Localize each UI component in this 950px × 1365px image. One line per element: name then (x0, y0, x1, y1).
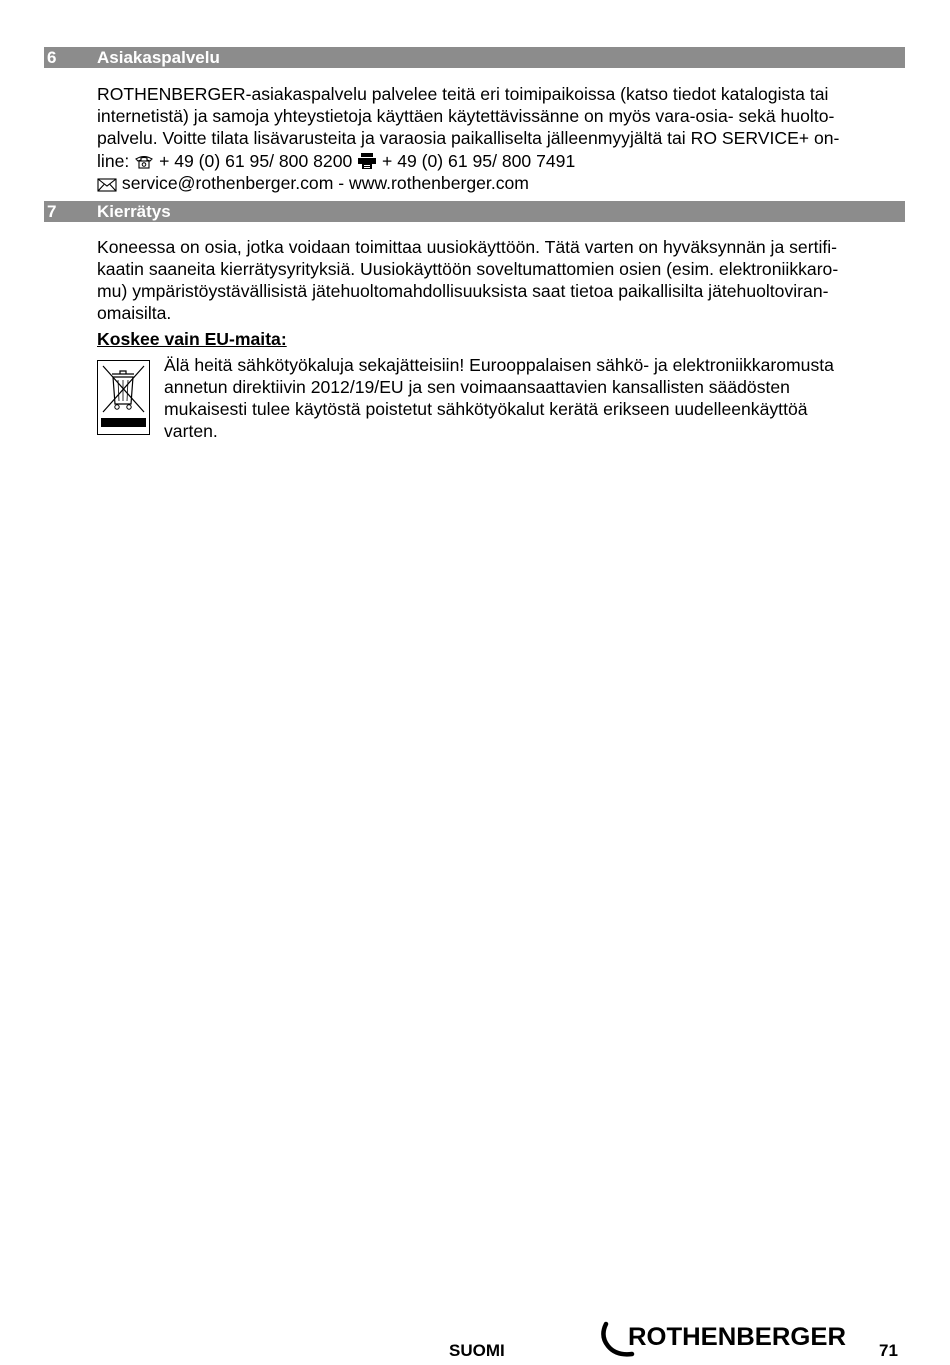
email-web-line (97, 172, 529, 197)
phone-number: + 49 (0) 61 95/ 800 8200 (159, 151, 353, 171)
section-title: Asiakaspalvelu (97, 48, 220, 67)
eu-paragraph-line: mukaisesti tulee käytöstä poistetut sähkötyökalut kerätä erikseen uudelleenkäyttöä (164, 399, 808, 419)
envelope-icon (97, 175, 117, 197)
section-7-header (44, 201, 905, 222)
section-number: 6 (47, 48, 57, 67)
eu-paragraph-line: Älä heitä sähkötyökaluja sekajätteisiin! Eurooppalaisen sähkö- ja elektroniikkaromusta (164, 355, 834, 375)
page-number: 71 (879, 1341, 898, 1360)
eu-heading: Koskee vain EU-maita: (97, 329, 287, 349)
paragraph-line: palvelu. Voitte tilata lisävarusteita ja varaosia paikalliselta jälleenmyyjältä tai RO SERVICE+ on- (97, 128, 840, 148)
paragraph-line: ROTHENBERGER-asiakaspalvelu palvelee teitä eri toimipaikoissa (katso tiedot katalogista tai (97, 84, 829, 104)
email-web-text: service@rothenberger.com - www.rothenberger.com (121, 173, 529, 193)
paragraph-line: Koneessa on osia, jotka voidaan toimittaa uusiokäyttöön. Tätä varten on hyväksynnän ja sertifi- (97, 237, 838, 257)
logo-text: ROTHENBERGER (628, 1323, 846, 1351)
paragraph-line: kaatin saaneita kierrätysyrityksiä. Uusiokäyttöön soveltumattomien osien (esim. elektroniikkaro- (97, 259, 839, 279)
weee-bin-icon (97, 360, 150, 435)
paragraph-line: omaisilta. (97, 303, 172, 323)
section-6-header (44, 47, 905, 68)
eu-paragraph-line: varten. (164, 421, 218, 441)
section-number: 7 (47, 202, 57, 221)
line-prefix: line: (97, 151, 130, 171)
rothenberger-logo (598, 1320, 850, 1360)
eu-paragraph-line: annetun direktiivin 2012/19/EU ja sen voimaansaattavien kansallisten säädösten (164, 377, 790, 397)
section-title: Kierrätys (97, 202, 171, 221)
paragraph-line: mu) ympäristöystävällisistä jätehuoltomahdollisuuksista saat tietoa paikallisilta jätehuoltoviran- (97, 281, 829, 301)
footer-language: SUOMI (449, 1341, 505, 1360)
fax-number: + 49 (0) 61 95/ 800 7491 (382, 151, 576, 171)
paragraph-line: internetistä) ja samoja yhteystietoja käyttäen käytettävissänne on myös vara-osia- sekä huolto- (97, 106, 835, 126)
